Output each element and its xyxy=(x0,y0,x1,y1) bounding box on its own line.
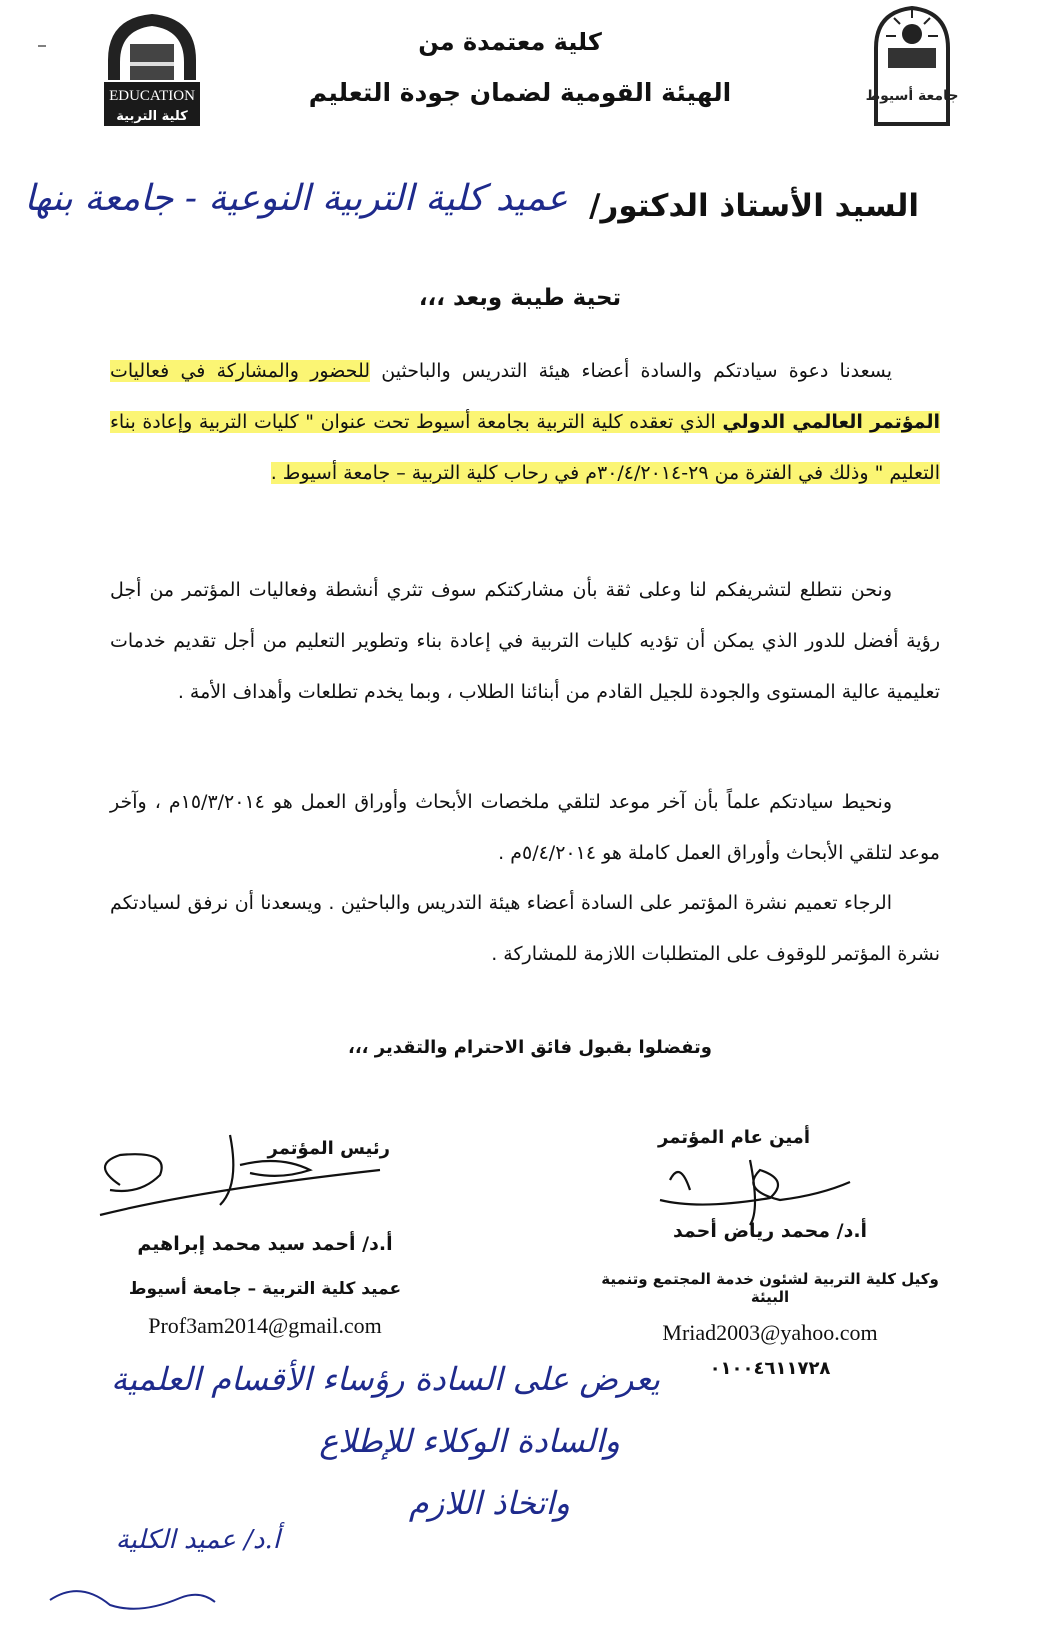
accreditation-line: كلية معتمدة من xyxy=(418,28,602,56)
circulation-paragraph: الرجاء تعميم نشرة المؤتمر على السادة أعضاء هيئة التدريس والباحثين . ويسعدنا أن نرفق لسيادتكم نشرة المؤتمر للوقوف على المتطلبات اللازمة للمشاركة . xyxy=(110,892,940,965)
logo-assiut-text: جامعة أسيوط xyxy=(865,88,959,104)
secretary-name: أ.د/ محمد رياض أحمد xyxy=(672,1220,868,1242)
handwritten-line-2: والسادة الوكلاء للإطلاع xyxy=(319,1422,620,1460)
aspiration-paragraph: ونحن نتطلع لتشريفكم لنا وعلى ثقة بأن مشاركتكم سوف تثري أنشطة وفعاليات المؤتمر من أجل رؤية أفضل للدور الذي يمكن أن تؤديه كليات التربية في إعادة بناء وتطوير التعليم من أجل تقديم خدمات تعليمية عالية المستوى والجودة للجيل القادم من أبنائنا الطلاب ، وبما يخدم تطلعات وأهداف الأمة . xyxy=(110,579,940,703)
chairman-role: رئيس المؤتمر xyxy=(267,1138,390,1159)
secretary-email: Mriad2003@yahoo.com xyxy=(662,1320,878,1345)
handwritten-line-1: يعرض على السادة رؤساء الأقسام العلمية xyxy=(111,1360,660,1398)
chairman-title: عميد كلية التربية – جامعة أسيوط xyxy=(128,1279,402,1299)
greeting: تحية طيبة وبعد ،،، xyxy=(418,285,622,311)
secretary-title: وكيل كلية التربية لشئون خدمة المجتمع وتنمية البيئة xyxy=(601,1270,939,1306)
handwritten-addressee: عميد كلية التربية النوعية - جامعة بنها xyxy=(24,178,568,219)
p1-part-a: يسعدنا دعوة سيادتكم والسادة أعضاء هيئة التدريس والباحثين xyxy=(370,360,892,382)
assiut-university-logo xyxy=(865,4,959,130)
margin-mark xyxy=(36,40,48,52)
secretary-phone: ٠١٠٠٤٦١١٧٢٨ xyxy=(709,1358,831,1379)
addressee-title: السيد الأستاذ الدكتور/ xyxy=(589,188,919,224)
signature-block-secretary xyxy=(590,1127,950,1379)
closing-line: وتفضلوا بقبول فائق الاحترام والتقدير ،،، xyxy=(347,1037,712,1058)
p1-venue: رحاب كلية التربية – جامعة أسيوط . xyxy=(270,462,555,484)
chairman-name: أ.د/ أحمد سيد محمد إبراهيم xyxy=(137,1233,393,1255)
invitation-paragraph xyxy=(110,346,940,499)
handwritten-referral-note xyxy=(40,1348,660,1534)
p1-conference-details: الذي تعقده كلية التربية بجامعة أسيوط تحت عنوان " كليات التربية وإعادة بناء التعليم " وذلك في الفترة من ٢٩-٣٠/٤/٢٠١٤م في xyxy=(110,411,940,484)
handwritten-dean-signature: أ.د/ عميد الكلية xyxy=(115,1525,280,1555)
p1-conference-name: المؤتمر العالمي الدولي xyxy=(722,411,941,433)
logo-education-text: EDUCATION xyxy=(109,88,195,104)
accreditation-authority: الهيئة القومية لضمان جودة التعليم xyxy=(308,78,732,107)
logo-faculty-arabic-text: كلية التربية xyxy=(116,109,188,124)
handwritten-signature-scribble xyxy=(40,1560,220,1620)
secretary-role: أمين عام المؤتمر xyxy=(658,1127,810,1148)
faculty-of-education-logo xyxy=(100,4,204,130)
p1-part-c: في فعاليات xyxy=(110,360,217,382)
signature-block-chairman xyxy=(110,1138,420,1339)
handwritten-line-3: واتخاذ اللازم xyxy=(408,1484,570,1522)
chairman-email: Prof3am2014@gmail.com xyxy=(148,1313,382,1338)
p1-highlight-participation: للحضور والمشاركة xyxy=(216,360,371,382)
deadlines-paragraph: ونحيط سيادتكم علماً بأن آخر موعد لتلقي ملخصات الأبحاث وأوراق العمل هو ١٥/٣/٢٠١٤م ، وآخر موعد لتلقي الأبحاث وأوراق العمل كاملة هو ٥/٤/٢٠١٤م . xyxy=(110,791,940,864)
